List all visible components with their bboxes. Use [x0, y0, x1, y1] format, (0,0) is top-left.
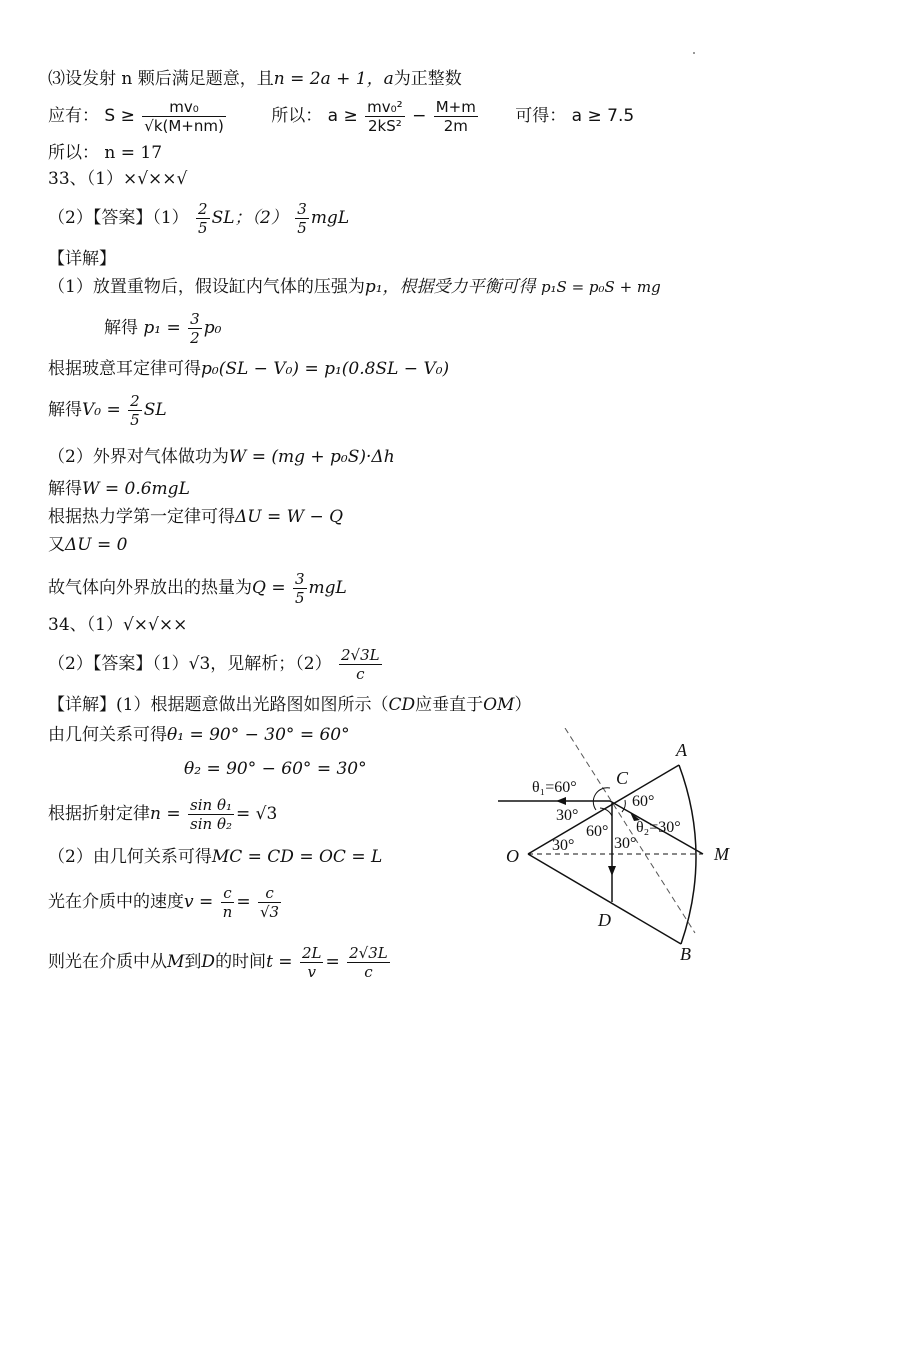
text: 【详解】(1）根据题意做出光路图如图所示（	[48, 695, 389, 715]
equation: SL	[143, 400, 167, 420]
fraction: $\frac{\text{mv₀}}{√k(M+nm)}$	[144, 98, 224, 135]
line-t7	[48, 944, 392, 981]
equation: mgL	[308, 578, 347, 598]
equation: n = 2a + 1，	[273, 69, 384, 89]
text: 应垂直于	[415, 695, 484, 715]
line-t4	[48, 796, 277, 833]
text: ）	[514, 695, 532, 715]
label: （2）【答案】（1）	[48, 208, 189, 228]
equation: n =	[150, 804, 181, 824]
equation: MC = CD = OC = L	[211, 847, 383, 867]
line-q33-2-answer	[48, 200, 349, 237]
angle-arc	[600, 808, 612, 816]
var: a	[383, 69, 394, 89]
text: 33、（1）×√××√	[48, 169, 188, 189]
equation: p₁ =	[143, 318, 181, 338]
text: p₁，根据受力平衡可得	[364, 277, 536, 297]
fraction: $\frac{2L}{v}$	[301, 944, 322, 981]
text: （1）放置重物后，假设缸内气体的压强为	[48, 277, 365, 297]
equation: W = 0.6mgL	[82, 479, 190, 499]
equation: mgL	[310, 208, 350, 228]
fraction: $\frac{c}{√3}$	[260, 884, 280, 921]
label: 解得	[48, 479, 82, 499]
equation: ΔU = 0	[65, 535, 128, 555]
var: OM	[483, 695, 515, 715]
equation: S ≥	[104, 106, 135, 126]
label-D: D	[598, 910, 611, 930]
fraction: $\frac{2√3L}{c}$	[349, 944, 388, 981]
label: 所以：	[271, 106, 323, 126]
operator: =	[325, 952, 340, 972]
text: 根据折射定律	[48, 804, 150, 824]
line-t5	[48, 846, 382, 868]
var: CD	[388, 695, 416, 715]
equation: t =	[266, 952, 293, 972]
label-theta2: θ₂=30°	[636, 819, 681, 836]
equation: p₀	[203, 318, 222, 338]
optics-diagram	[490, 728, 750, 968]
fraction: $\frac{2}{5}$	[198, 200, 208, 237]
label: 又	[48, 535, 65, 555]
line-s5	[48, 446, 395, 468]
text: 光在介质中的速度	[48, 892, 184, 912]
equation: a ≥	[327, 106, 358, 126]
line-s6	[48, 478, 190, 500]
text: 为正整数	[393, 69, 462, 89]
label: 解得	[104, 318, 138, 338]
page-speck	[693, 52, 695, 54]
arrow-icon	[556, 797, 566, 805]
label: 应有：	[48, 106, 99, 126]
line-t3	[184, 758, 367, 780]
label: 解得	[48, 400, 82, 420]
line-q33-1	[48, 168, 187, 190]
line-q34-2-answer	[48, 646, 384, 683]
text: （2）外界对气体做功为	[48, 447, 229, 467]
line-s4	[48, 392, 167, 429]
label-M: M	[714, 844, 729, 864]
label-angle: 30°	[556, 807, 579, 824]
line-q32-inequality	[48, 98, 634, 135]
fraction: $\frac{3}{2}$	[190, 310, 200, 347]
line-s9	[48, 570, 347, 607]
text: 则光在介质中从	[48, 952, 167, 972]
equation: θ₁ = 90° − 30° = 60°	[167, 725, 350, 745]
equation: V₀ =	[82, 400, 121, 420]
label-angle: 60°	[632, 793, 655, 810]
fraction: $\frac{M+m}{2m}$	[435, 98, 476, 135]
text: 故气体向外界放出的热量为	[48, 578, 252, 598]
text: 由几何关系可得	[48, 725, 167, 745]
fraction: $\frac{2}{5}$	[130, 392, 140, 429]
label-angle: 60°	[586, 823, 609, 840]
fraction: $\frac{\text{sin θ₁}}{\text{sin θ₂}}$	[190, 796, 232, 833]
text: 根据玻意耳定律可得	[48, 359, 201, 379]
line-t1	[48, 694, 531, 716]
label: （2）【答案】（1）	[48, 654, 189, 674]
label-C: C	[616, 768, 629, 788]
line-t2	[48, 724, 350, 746]
var: M	[167, 952, 185, 972]
line-t6	[48, 884, 283, 921]
text: 所以： n = 17	[48, 143, 163, 163]
label-angle: 30°	[552, 837, 575, 854]
text: √3，见解析；（2）	[188, 654, 332, 674]
line-s3	[48, 358, 449, 380]
edge-OB	[528, 854, 681, 944]
fraction: $\frac{3}{5}$	[295, 570, 305, 607]
line-q32-3	[48, 68, 462, 90]
fraction: $\frac{3}{5}$	[297, 200, 307, 237]
label-A: A	[676, 740, 687, 760]
line-s1	[48, 276, 661, 298]
text: 到	[184, 952, 202, 972]
label-O: O	[506, 846, 519, 866]
label-B: B	[680, 944, 691, 964]
equation: p₀(SL − V₀) = p₁(0.8SL − V₀)	[201, 359, 450, 379]
equation: v =	[184, 892, 214, 912]
equation: Q =	[252, 578, 286, 598]
equation: θ₂ = 90° − 60° = 30°	[184, 759, 367, 779]
text: （2）由几何关系可得	[48, 847, 212, 867]
fraction: $\frac{2√3L}{c}$	[341, 646, 380, 683]
arrow-icon	[608, 866, 616, 876]
text: ⑶设发射 n 颗后满足题意，且	[48, 69, 274, 89]
text: 根据热力学第一定律可得	[48, 507, 235, 527]
equation: p₁S = p₀S + mg	[540, 278, 661, 296]
label-angle: 30°	[614, 835, 637, 852]
equation: = √3	[235, 804, 278, 824]
line-q32-result	[48, 142, 162, 164]
fraction: $\frac{\text{mv₀²}}{\text{2kS²}}$	[367, 98, 403, 135]
equation: ΔU = W − Q	[235, 507, 344, 527]
line-s7	[48, 506, 343, 528]
equation: W = (mg + p₀S)·Δh	[228, 447, 395, 467]
text: 的时间	[215, 952, 267, 972]
operator: =	[236, 892, 251, 912]
heading: 【详解】	[48, 249, 116, 269]
line-detail-heading	[48, 248, 116, 270]
line-q34-1	[48, 614, 187, 636]
label-theta1: θ₁=60°	[532, 779, 577, 796]
text: 34、（1）√×√××	[48, 615, 188, 635]
result: 可得： a ≥ 7.5	[515, 106, 635, 126]
var: D	[201, 952, 216, 972]
line-s8	[48, 534, 127, 556]
operator: −	[412, 106, 427, 126]
fraction: $\frac{c}{n}$	[222, 884, 233, 921]
equation: SL；（2）	[211, 208, 288, 228]
line-s2	[104, 310, 221, 347]
